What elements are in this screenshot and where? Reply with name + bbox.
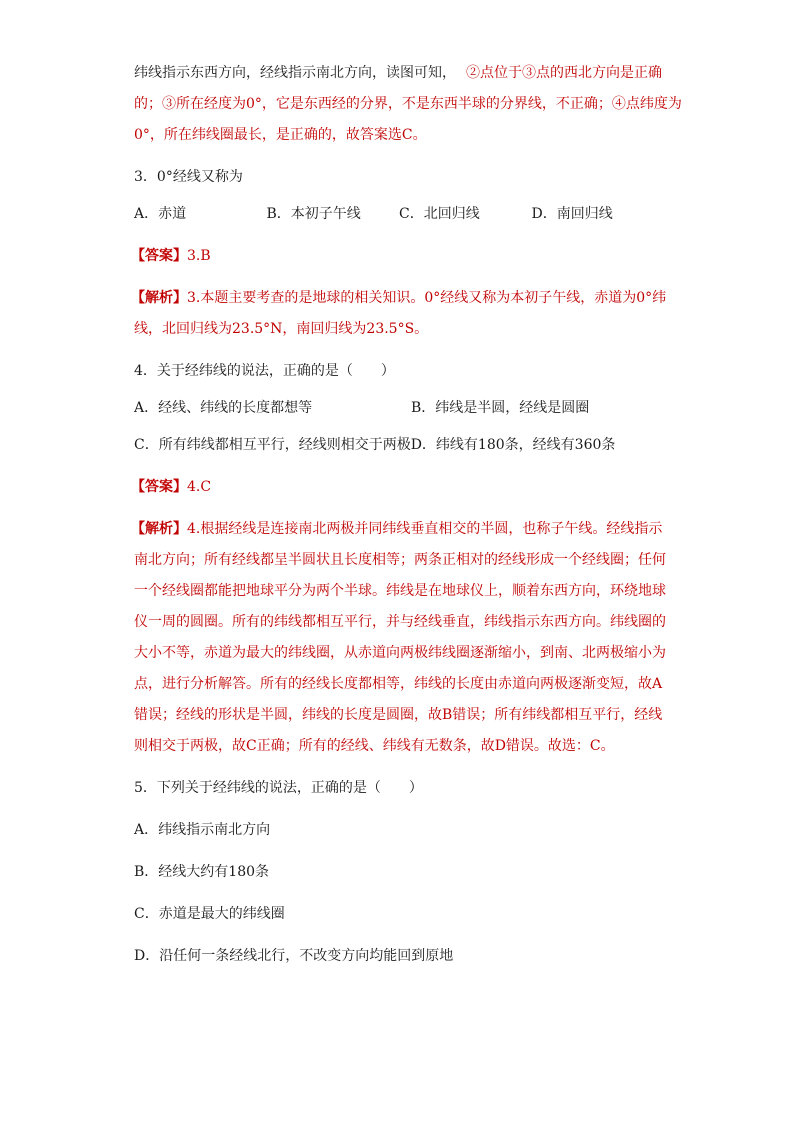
- intro-line-2: 的；③所在经度为0°，它是东西经的分界，不是东西半球的分界线，不正确；④点纬度为: [134, 96, 682, 112]
- intro-line-1-text: 纬线指示东西方向，经线指示南北方向，读图可知，: [134, 65, 456, 81]
- q5-option-c: C．赤道是最大的纬线圈: [134, 906, 285, 922]
- q3-analysis-line-1: [131, 283, 667, 314]
- q4-option-b: B．纬线是半圆，经线是圆圈: [411, 400, 590, 416]
- q5-stem: 5．下列关于经纬线的说法，正确的是（ ）: [134, 780, 423, 796]
- document-page: [131, 58, 682, 972]
- intro-line-1-highlight: ②点位于③点的西北方向是正确: [466, 65, 662, 81]
- q3-option-c: C．北回归线: [399, 206, 480, 222]
- q4-answer: [131, 472, 664, 503]
- q4-analysis-line-7: 错误；经线的形状是半圆，纬线的长度是圆圈，故B错误；所有纬线都相互平行，经线: [134, 707, 663, 723]
- q4-answer-value: 4.C: [187, 479, 212, 495]
- q5-option-d: D．沿任何一条经线北行，不改变方向均能回到原地: [134, 948, 454, 964]
- q4-options-row-2: C．所有纬线都相互平行，经线则相交于两极D．纬线有180条，经线有360条: [134, 437, 616, 453]
- q3-answer-value: 3.B: [187, 248, 211, 264]
- q4-analysis-line-6: 点，进行分析解答。所有的经线长度都相等，纬线的长度由赤道向两极逐渐变短，故A: [134, 676, 663, 692]
- q3-option-a: A．赤道: [134, 206, 187, 222]
- q4-analysis-tag: 【解析】: [131, 521, 187, 537]
- q3-analysis-tag: 【解析】: [131, 290, 187, 306]
- q3-analysis-text-1: 3.本题主要考查的是地球的相关知识。0°经线又称为本初子午线，赤道为0°纬: [187, 290, 667, 306]
- q5-option-a: A．纬线指示南北方向: [134, 822, 271, 838]
- q4-answer-tag: 【答案】: [131, 479, 187, 495]
- q3-answer: [131, 241, 664, 272]
- q3-options: [134, 199, 664, 230]
- q4-options-row-1: [134, 393, 664, 424]
- q4-analysis-line-8: 则相交于两极，故C正确；所有的经线、纬线有无数条，故D错误。故选：C。: [134, 738, 615, 754]
- q5-option-b: B．经线大约有180条: [134, 864, 270, 880]
- q4-analysis-line-2: 南北方向；所有经线都呈半圆状且长度相等；两条正相对的经线形成一个经线圈；任何: [134, 552, 666, 568]
- intro-line-3: 0°，所在纬线圈最长，是正确的，故答案选C。: [134, 127, 427, 143]
- q3-answer-tag: 【答案】: [131, 248, 187, 264]
- q4-analysis-line-4: 仪一周的圆圈。所有的纬线都相互平行，并与经线垂直，纬线指示东西方向。纬线圈的: [134, 614, 666, 630]
- intro-line-1: [134, 58, 664, 89]
- q4-stem: 4．关于经纬线的说法，正确的是（ ）: [134, 363, 395, 379]
- q3-option-b: B．本初子午线: [266, 206, 361, 222]
- q3-stem: 3．0°经线又称为: [134, 169, 243, 185]
- q4-analysis-line-1: [131, 514, 664, 545]
- q4-analysis-line-3: 一个经线圈都能把地球平分为两个半球。纬线是在地球仪上，顺着东西方向，环绕地球: [134, 583, 666, 599]
- q4-analysis-text-1: 4.根据经线是连接南北两极并同纬线垂直相交的半圆，也称子午线。经线指示: [187, 521, 663, 537]
- q4-analysis-line-5: 大小不等，赤道为最大的纬线圈，从赤道向两极纬线圈逐渐缩小，到南、北两极缩小为: [134, 645, 666, 661]
- q4-option-a: A．经线、纬线的长度都想等: [134, 400, 313, 416]
- q3-analysis-line-2: 线，北回归线为23.5°N，南回归线为23.5°S。: [134, 321, 429, 337]
- q3-option-d: D．南回归线: [531, 206, 613, 222]
